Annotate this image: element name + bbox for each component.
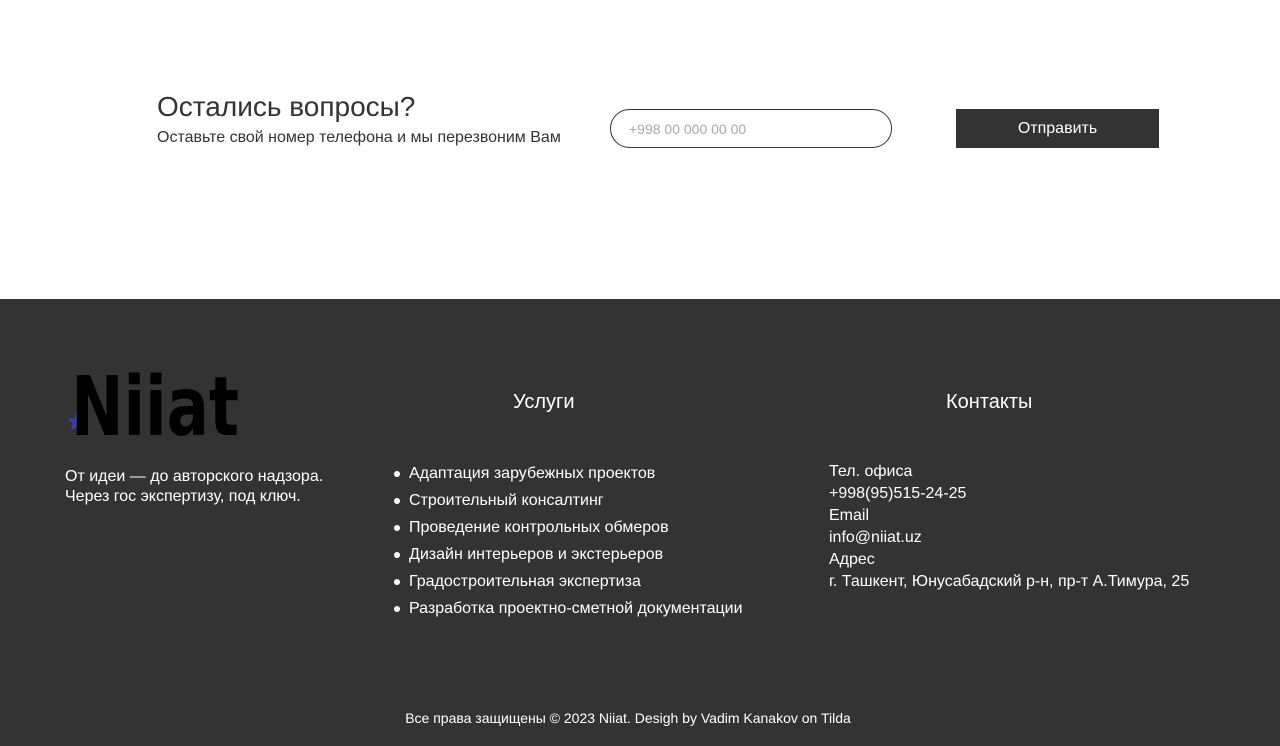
- services-heading: Услуги: [513, 391, 575, 413]
- service-item-label: Адаптация зарубежных проектов: [409, 465, 656, 482]
- contacts-block: [829, 461, 1189, 593]
- callback-subtitle: Оставьте свой номер телефона и мы перезвоним Вам: [157, 129, 561, 146]
- bullet-icon: [394, 579, 400, 585]
- bullet-icon: [394, 471, 400, 477]
- send-button[interactable]: Отправить: [956, 109, 1159, 148]
- services-list: [392, 460, 743, 622]
- service-item[interactable]: [392, 568, 743, 595]
- contacts-heading: Контакты: [946, 391, 1033, 413]
- copyright-text: Все права защищены © 2023 Niiat. Desigh by Vadim Kanakov on Tilda: [405, 710, 851, 726]
- service-item-label: Проведение контрольных обмеров: [409, 519, 669, 536]
- email-link[interactable]: info@niiat.uz: [829, 529, 922, 546]
- service-item-label: Градостроительная экспертиза: [409, 573, 641, 590]
- svg-text:Niiat: Niiat: [71, 360, 239, 455]
- email-label: Email: [829, 507, 870, 524]
- tagline-line: Через гос экспертизу, под ключ.: [65, 488, 301, 505]
- office-phone-label: Тел. офиса: [829, 463, 913, 480]
- service-item-label: Разработка проектно-сметной документации: [409, 600, 743, 617]
- footer-tagline: [65, 467, 323, 507]
- callback-title: Остались вопросы?: [157, 91, 416, 122]
- bullet-icon: [394, 606, 400, 612]
- service-item[interactable]: [392, 514, 743, 541]
- service-item[interactable]: [392, 595, 743, 622]
- address-label: Адрес: [829, 551, 875, 568]
- bullet-icon: [394, 498, 400, 504]
- site-footer: [0, 299, 1280, 746]
- service-item-label: Дизайн интерьеров и экстерьеров: [409, 546, 664, 563]
- service-item[interactable]: [392, 487, 743, 514]
- niiat-logo[interactable]: [64, 360, 242, 455]
- service-item[interactable]: [392, 541, 743, 568]
- office-phone-link[interactable]: +998(95)515-24-25: [829, 485, 967, 502]
- bullet-icon: [394, 552, 400, 558]
- bullet-icon: [394, 525, 400, 531]
- phone-input[interactable]: [610, 109, 892, 148]
- callback-section: [0, 0, 1280, 299]
- service-item[interactable]: [392, 460, 743, 487]
- tagline-line: От идеи — до авторского надзора.: [65, 468, 324, 485]
- service-item-label: Строительный консалтинг: [409, 492, 604, 509]
- address-text: г. Ташкент, Юнусабадский р-н, пр-т А.Тимура, 25: [829, 573, 1190, 590]
